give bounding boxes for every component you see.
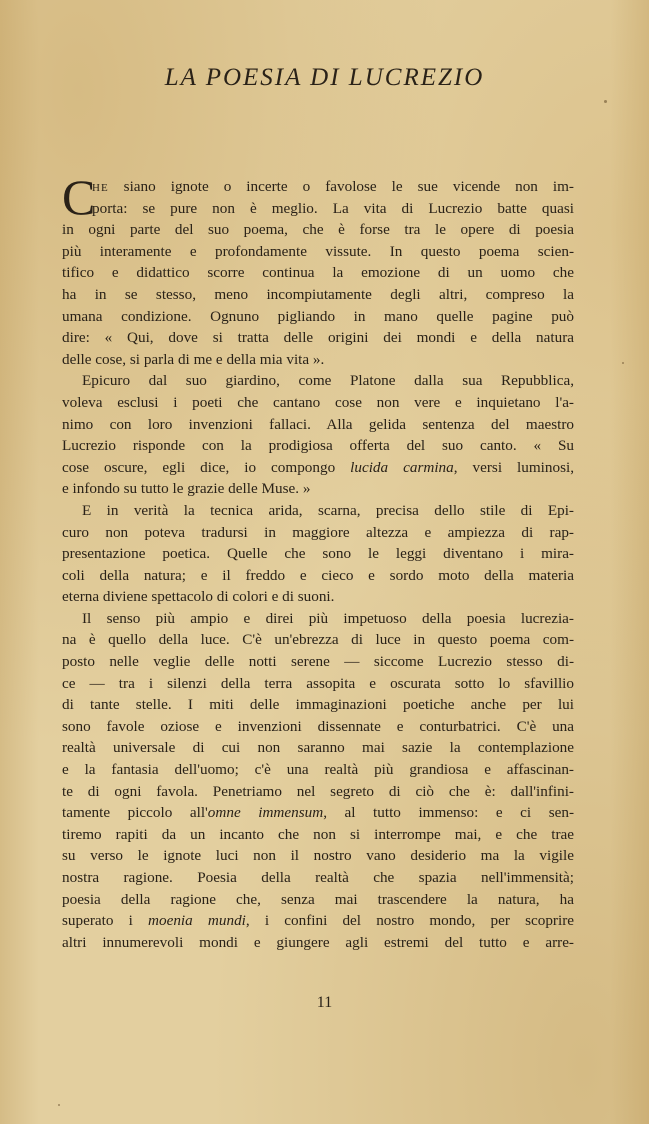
text-line: [62, 694, 574, 716]
text-run: in ogni parte del suo poema, che è forse tra le opere di poesia: [62, 221, 574, 239]
text-line: [62, 241, 574, 263]
paper-speck: [622, 362, 624, 364]
text-line: [62, 586, 574, 608]
text-line: [62, 500, 574, 522]
text-run: ce — tra i silenzi della terra assopita e oscurata sotto lo sfavillio: [62, 674, 574, 692]
text-line: [62, 414, 574, 436]
body-text: [62, 169, 574, 953]
text-line: [62, 478, 574, 500]
text-run: tamente piccolo all': [62, 804, 208, 822]
text-run: sono favole oziose e invenzioni dissennate e conturbatrici. C'è una: [62, 717, 574, 735]
text-run: , i confini del nostro mondo, per scoprire: [245, 912, 574, 930]
text-line: [62, 198, 574, 220]
text-line: [62, 262, 574, 284]
text-run: cose oscure, egli dice, io compongo: [62, 458, 351, 476]
text-line: [62, 435, 574, 457]
text-run: nimo con loro invenzioni fallaci. Alla gelida sentenza del maestro: [62, 415, 574, 433]
text-line: [62, 327, 574, 349]
text-run: E in verità la tecnica arida, scarna, precisa dello stile di Epi-: [82, 501, 574, 519]
text-line: [62, 543, 574, 565]
text-line: [62, 651, 574, 673]
text-line: [62, 889, 574, 911]
text-run: coli della natura; e il freddo e cieco e sordo moto della materia: [62, 566, 574, 584]
text-line: [62, 673, 574, 695]
italic-phrase: omne immensum: [207, 804, 324, 822]
text-run: na è quello della luce. C'è un'ebrezza di luce in questo poema com-: [62, 631, 574, 649]
text-run: Lucrezio risponde con la prodigiosa offerta del suo canto. « Su: [62, 437, 574, 455]
text-run: nostra ragione. Poesia della realtà che spazia nell'immensità;: [62, 869, 574, 886]
text-line: [62, 759, 574, 781]
chapter-title: LA POESIA DI LUCREZIO: [164, 64, 485, 91]
text-line: [62, 457, 574, 479]
text-line: [62, 565, 574, 587]
text-run: e la fantasia dell'uomo; c'è una realtà più grandiosa e affascinan-: [62, 761, 574, 779]
text-run: siano ignote o incerte o favolose le sue vicende non im-: [108, 178, 574, 195]
text-line: [62, 608, 574, 630]
page-number: 11: [316, 994, 333, 1011]
italic-phrase: moenia mundi: [148, 912, 246, 930]
text-run: Il senso più ampio e direi più impetuoso della poesia lucrezia-: [82, 609, 574, 627]
paper-speck: [58, 1104, 60, 1106]
text-run: curo non poteva tradursi in maggiore altezza e ampiezza di rap-: [62, 523, 574, 541]
text-run: umana condizione. Ognuno pigliando in mano quelle pagine può: [62, 307, 574, 325]
text-run: di tante stelle. I miti delle immaginazioni poetiche anche per lui: [62, 696, 574, 714]
text-line: [62, 219, 574, 241]
text-line: [62, 910, 574, 932]
italic-phrase: lucida carmina: [350, 458, 454, 476]
paper-speck: [604, 100, 607, 103]
text-run: ha in se stesso, meno incompiutamente degli altri, compreso la: [62, 285, 574, 303]
text-run: posto nelle veglie delle notti serene — siccome Lucrezio stesso di-: [62, 653, 574, 671]
text-line: [62, 824, 574, 846]
text-run: e infondo su tutto le grazie delle Muse. »: [62, 480, 311, 498]
text-line: [62, 522, 574, 544]
text-run: delle cose, si parla di me e della mia vita ».: [62, 350, 325, 368]
text-run: dire: « Qui, dove si tratta delle origini dei mondi e della natura: [62, 329, 574, 347]
text-run: tiremo rapiti da un incanto che non si interrompe mai, e che trae: [62, 825, 574, 843]
text-line: [62, 932, 574, 954]
text-line: [62, 392, 574, 414]
text-line: [62, 781, 574, 803]
text-line: [62, 867, 574, 889]
text-run: porta: se pure non è meglio. La vita di Lucrezio batte quasi: [92, 199, 574, 217]
text-line: [62, 306, 574, 328]
text-line: [62, 845, 574, 867]
text-line: [62, 349, 574, 371]
text-run: poesia della ragione che, senza mai trascendere la natura, ha: [62, 890, 574, 908]
text-run: realtà universale di cui non saranno mai sazie la contemplazione: [62, 739, 574, 757]
text-run: te di ogni favola. Penetriamo nel segreto di ciò che è: dall'infini-: [62, 782, 574, 800]
text-run: tifico e didattico scorre continua la emozione di un uomo che: [62, 264, 574, 282]
text-line: [62, 629, 574, 651]
text-run: , al tutto immenso: e ci sen-: [323, 804, 574, 822]
text-run: presentazione poetica. Quelle che sono le leggi diventano i mira-: [62, 545, 574, 563]
text-run: altri innumerevoli mondi e giungere agli estremi del tutto e arre-: [62, 933, 574, 951]
drop-cap: C: [62, 169, 96, 225]
text-run: eterna diviene spettacolo di colori e di suoni.: [62, 588, 335, 606]
text-line: [62, 737, 574, 759]
text-run: più interamente e profondamente vissute. In questo poema scien-: [62, 242, 574, 260]
text-line: [62, 370, 574, 392]
text-run: superato i: [62, 912, 149, 930]
text-run: voleva esclusi i poeti che cantano cose non vere e inquietano l'a-: [62, 393, 574, 411]
small-caps-start: HE: [92, 182, 109, 194]
text-run: su verso le ignote luci non il nostro vano desiderio ma la vigile: [62, 847, 574, 865]
text-line: [62, 716, 574, 738]
text-run: Epicuro dal suo giardino, come Platone dalla sua Repubblica,: [82, 372, 574, 390]
text-line: [62, 802, 574, 824]
text-line: [62, 284, 574, 306]
text-run: , versi luminosi,: [453, 458, 574, 476]
